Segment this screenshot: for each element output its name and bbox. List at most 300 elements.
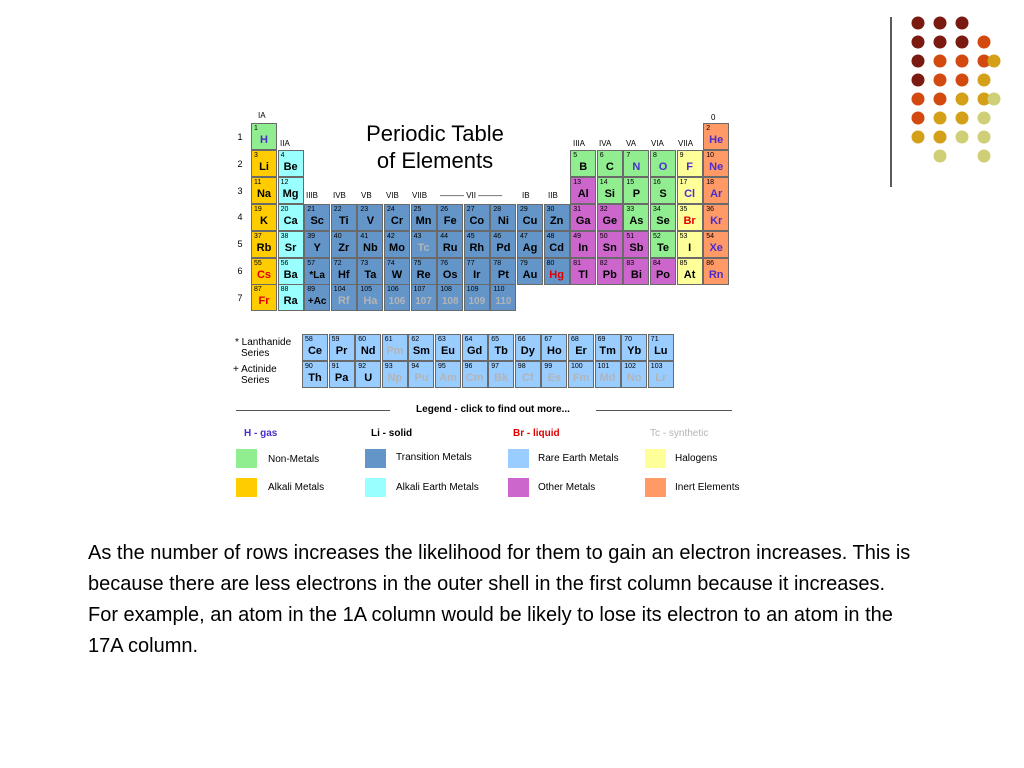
element-cell[interactable] — [437, 231, 463, 258]
atomic-number: 83 — [626, 259, 635, 267]
label-transition-metals[interactable]: Transition Metals — [396, 452, 472, 463]
atomic-number: 10 — [706, 151, 714, 159]
swatch-rare-earth-metals[interactable] — [508, 449, 529, 468]
element-symbol: Md — [599, 372, 616, 384]
group-label-iia: IIA — [280, 139, 290, 148]
atomic-number: 74 — [387, 259, 395, 267]
atomic-number: 103 — [650, 363, 663, 370]
element-symbol: F — [686, 160, 693, 173]
element-cell[interactable] — [570, 258, 596, 285]
element-cell[interactable] — [703, 258, 729, 285]
element-cell[interactable] — [623, 150, 649, 177]
legend-state-liquid[interactable]: Br - liquid — [513, 428, 560, 439]
element-cell[interactable] — [623, 177, 649, 204]
element-cell[interactable] — [544, 258, 570, 285]
element-cell[interactable] — [488, 334, 514, 361]
atomic-number: 104 — [333, 286, 346, 294]
element-symbol: Fm — [572, 372, 590, 384]
element-symbol: Pt — [497, 268, 509, 281]
element-symbol: 107 — [415, 296, 432, 308]
atomic-number: 44 — [440, 232, 448, 240]
element-symbol: Fe — [443, 214, 457, 227]
element-cell[interactable] — [355, 361, 381, 388]
element-symbol: Tb — [494, 345, 508, 357]
element-symbol: Cs — [256, 268, 272, 281]
atomic-number: 3 — [254, 151, 258, 159]
element-cell[interactable] — [517, 204, 543, 231]
element-cell[interactable] — [544, 204, 570, 231]
period-label-5: 5 — [237, 239, 243, 249]
element-symbol: Si — [604, 187, 615, 200]
element-symbol: P — [632, 187, 641, 200]
atomic-number: 99 — [544, 363, 553, 370]
element-symbol: 110 — [495, 296, 512, 308]
element-cell[interactable] — [464, 231, 490, 258]
element-cell[interactable] — [304, 204, 330, 231]
element-symbol: Rb — [256, 241, 272, 254]
element-symbol: Bi — [630, 268, 642, 281]
atomic-number: 21 — [307, 205, 315, 213]
atomic-number: 54 — [706, 232, 714, 240]
element-cell[interactable] — [304, 258, 330, 285]
atomic-number: 2 — [706, 125, 711, 132]
element-cell[interactable] — [462, 334, 488, 361]
element-cell[interactable] — [623, 231, 649, 258]
atomic-number: 25 — [413, 205, 422, 213]
element-symbol: 109 — [468, 296, 486, 308]
element-cell[interactable] — [278, 231, 304, 258]
element-symbol: Be — [283, 160, 298, 173]
element-symbol: 106 — [388, 296, 406, 308]
group-label-vb: VB — [361, 191, 372, 200]
atomic-number: 42 — [387, 232, 395, 240]
element-symbol: Nd — [360, 345, 376, 357]
lanthanide-series-label — [235, 337, 291, 359]
element-cell[interactable] — [331, 204, 357, 231]
element-symbol: Sc — [310, 214, 324, 227]
element-cell[interactable] — [490, 204, 516, 231]
lanthanide-label-line-2: Series — [241, 348, 270, 359]
group-label-va: VA — [626, 139, 637, 148]
element-cell[interactable] — [384, 231, 410, 258]
label-non-metals[interactable]: Non-Metals — [268, 454, 320, 465]
element-cell[interactable] — [357, 258, 383, 285]
element-symbol: Cl — [684, 187, 696, 200]
element-symbol: Ag — [522, 241, 538, 254]
group-label-vii: ——— VII ——— — [440, 191, 503, 200]
element-symbol: Sm — [412, 345, 430, 357]
atomic-number: 105 — [360, 286, 373, 294]
element-cell[interactable] — [278, 150, 304, 177]
swatch-other-metals[interactable] — [508, 478, 529, 497]
element-symbol: Es — [547, 372, 562, 384]
lanthanide-label-line-1: * Lanthanide — [235, 337, 292, 348]
element-symbol: Lr — [655, 372, 667, 384]
atomic-number: 61 — [384, 336, 393, 343]
title-line-1: Periodic Table — [366, 121, 504, 146]
atomic-number: 34 — [653, 205, 661, 213]
element-cell[interactable] — [490, 258, 516, 285]
atomic-number: 32 — [599, 205, 608, 213]
element-cell[interactable] — [411, 231, 437, 258]
element-symbol: Am — [439, 372, 457, 384]
element-cell[interactable] — [304, 231, 330, 258]
atomic-number: 36 — [706, 205, 714, 213]
element-symbol: K — [260, 214, 268, 227]
element-cell[interactable] — [703, 204, 729, 231]
atomic-number: 64 — [464, 336, 473, 343]
element-cell[interactable] — [703, 231, 729, 258]
element-symbol: Ti — [339, 214, 349, 227]
element-cell[interactable] — [703, 177, 729, 204]
element-cell[interactable] — [278, 284, 304, 311]
atomic-number: 50 — [599, 232, 608, 240]
element-cell[interactable] — [251, 231, 277, 258]
atomic-number: 107 — [413, 286, 426, 294]
atomic-number: 29 — [520, 205, 528, 213]
element-cell[interactable] — [544, 231, 570, 258]
atomic-number: 23 — [360, 205, 369, 213]
period-label-3: 3 — [237, 186, 243, 196]
element-symbol: Ni — [497, 214, 509, 227]
legend-rule-right — [596, 410, 732, 411]
element-symbol: Zn — [549, 214, 564, 227]
atomic-number: 45 — [466, 232, 475, 240]
atomic-number: 79 — [520, 259, 528, 267]
element-symbol: Ne — [709, 160, 724, 173]
element-symbol: Cd — [549, 241, 564, 254]
atomic-number: 92 — [358, 363, 366, 370]
element-symbol: Li — [259, 160, 269, 173]
atomic-number: 56 — [280, 259, 289, 267]
element-cell[interactable] — [570, 177, 596, 204]
label-other-metals[interactable]: Other Metals — [538, 482, 596, 493]
element-cell[interactable] — [650, 150, 676, 177]
element-symbol: Pu — [414, 372, 429, 384]
atomic-number: 65 — [491, 336, 499, 343]
element-cell[interactable] — [437, 258, 463, 285]
element-cell[interactable] — [382, 361, 408, 388]
period-label-4: 4 — [237, 212, 243, 222]
group-label-0: 0 — [711, 113, 716, 122]
element-cell[interactable] — [357, 284, 383, 311]
atomic-number: 38 — [280, 232, 289, 240]
legend-state-synthetic[interactable]: Tc - synthetic — [650, 428, 709, 439]
legend-title-link[interactable]: Legend - click to find out more... — [416, 404, 570, 415]
element-symbol: Bk — [494, 372, 509, 384]
atomic-number: 95 — [438, 363, 446, 370]
atomic-number: 28 — [493, 205, 502, 213]
element-cell[interactable] — [517, 231, 543, 258]
element-symbol: Sn — [602, 241, 617, 254]
atomic-number: 78 — [493, 259, 502, 267]
element-cell[interactable] — [595, 361, 621, 388]
element-cell[interactable] — [408, 361, 434, 388]
atomic-number: 73 — [360, 259, 369, 267]
element-cell[interactable] — [357, 231, 383, 258]
atomic-number: 52 — [653, 232, 661, 240]
element-cell[interactable] — [464, 204, 490, 231]
element-cell[interactable] — [623, 204, 649, 231]
atomic-number: 4 — [280, 151, 285, 159]
element-cell[interactable] — [650, 258, 676, 285]
element-cell[interactable] — [384, 258, 410, 285]
element-cell[interactable] — [251, 204, 277, 231]
atomic-number: 47 — [520, 232, 528, 240]
element-cell[interactable] — [331, 231, 357, 258]
group-label-iiia: IIIA — [573, 139, 586, 148]
element-symbol: Mg — [282, 187, 299, 200]
element-symbol: W — [391, 268, 403, 281]
element-symbol: *La — [309, 269, 325, 281]
element-cell[interactable] — [595, 334, 621, 361]
element-cell[interactable] — [411, 204, 437, 231]
element-cell[interactable] — [302, 361, 328, 388]
element-symbol: Pm — [386, 345, 404, 357]
swatch-alkali-metals[interactable] — [236, 478, 257, 497]
element-cell[interactable] — [435, 361, 461, 388]
element-cell[interactable] — [597, 150, 623, 177]
atomic-number: 13 — [573, 178, 581, 186]
element-symbol: Rh — [469, 241, 485, 254]
element-symbol: Rn — [708, 268, 724, 281]
atomic-number: 81 — [573, 259, 581, 267]
element-symbol: Ge — [602, 214, 618, 227]
element-symbol: Pd — [496, 241, 511, 254]
element-cell[interactable] — [251, 123, 277, 150]
group-label-ivb: IVB — [333, 191, 346, 200]
element-cell[interactable] — [517, 258, 543, 285]
element-symbol: Pb — [602, 268, 617, 281]
atomic-number: 109 — [466, 286, 479, 294]
element-symbol: Hg — [549, 268, 564, 281]
element-cell[interactable] — [251, 177, 277, 204]
element-cell[interactable] — [677, 177, 703, 204]
element-cell[interactable] — [541, 361, 567, 388]
atomic-number: 16 — [653, 178, 661, 186]
group-label-via: VIA — [651, 139, 664, 148]
element-cell[interactable] — [597, 258, 623, 285]
element-cell[interactable] — [278, 177, 304, 204]
atomic-number: 17 — [679, 178, 688, 186]
element-symbol: Sr — [284, 241, 297, 254]
element-cell[interactable] — [437, 284, 463, 311]
atomic-number: 18 — [706, 178, 714, 186]
element-cell[interactable] — [570, 150, 596, 177]
element-symbol: Po — [655, 268, 671, 281]
element-symbol: Ha — [363, 295, 378, 308]
element-symbol: Ru — [442, 241, 458, 254]
atomic-number: 19 — [254, 205, 262, 213]
element-cell[interactable] — [621, 361, 647, 388]
element-cell[interactable] — [278, 204, 304, 231]
actinide-label-line-1: + Actinide — [233, 364, 277, 375]
period-label-7: 7 — [237, 293, 243, 303]
atomic-number: 14 — [599, 178, 608, 186]
label-alkali-earth-metals[interactable]: Alkali Earth Metals — [396, 482, 479, 493]
element-cell[interactable] — [621, 334, 647, 361]
atomic-number: 94 — [411, 363, 420, 370]
atomic-number: 89 — [307, 286, 315, 294]
element-symbol: Os — [442, 268, 458, 281]
atomic-number: 11 — [254, 178, 262, 186]
element-cell[interactable] — [597, 204, 623, 231]
element-cell[interactable] — [464, 258, 490, 285]
element-cell[interactable] — [490, 284, 516, 311]
legend-rule-left — [236, 410, 390, 411]
element-symbol: Ar — [710, 187, 723, 200]
period-label-6: 6 — [237, 266, 243, 276]
element-symbol: B — [579, 160, 588, 173]
element-cell[interactable] — [437, 204, 463, 231]
period-label-1: 1 — [237, 132, 243, 142]
element-symbol: Ir — [473, 268, 481, 281]
explanation-paragraph: As the number of rows increases the likelihood for them to gain an electron increases. This is because there are less electrons in the outer shell in the first column because it increases. For example, an atom in the 1A column would be likely to lose its electron to an atom in the 17A column. — [88, 542, 911, 657]
element-symbol: Eu — [440, 345, 456, 357]
element-cell[interactable] — [677, 258, 703, 285]
atomic-number: 58 — [305, 336, 313, 343]
atomic-number: 37 — [254, 232, 262, 240]
label-alkali-metals[interactable]: Alkali Metals — [268, 482, 325, 493]
periodic-table-title — [330, 120, 540, 174]
element-cell[interactable] — [568, 334, 594, 361]
group-label-ia: IA — [258, 111, 266, 120]
atomic-number: 75 — [413, 259, 422, 267]
element-cell[interactable] — [568, 361, 594, 388]
element-cell[interactable] — [515, 361, 541, 388]
element-symbol: Ba — [283, 268, 298, 281]
element-cell[interactable] — [677, 204, 703, 231]
atomic-number: 91 — [331, 363, 340, 370]
element-cell[interactable] — [329, 361, 355, 388]
element-symbol: Mo — [389, 241, 405, 254]
element-cell[interactable] — [331, 258, 357, 285]
element-cell[interactable] — [329, 334, 355, 361]
element-symbol: Kr — [710, 214, 723, 227]
element-symbol: Al — [577, 187, 589, 200]
element-symbol: Th — [308, 372, 322, 384]
element-cell[interactable] — [623, 258, 649, 285]
atomic-number: 86 — [706, 259, 714, 267]
element-symbol: Se — [656, 214, 670, 227]
swatch-inert-elements[interactable] — [645, 478, 666, 497]
element-cell[interactable] — [411, 258, 437, 285]
element-symbol: Fr — [258, 295, 270, 308]
element-symbol: At — [683, 268, 696, 281]
element-cell[interactable] — [650, 204, 676, 231]
atomic-number: 22 — [333, 205, 342, 213]
element-cell[interactable] — [251, 150, 277, 177]
atomic-number: 7 — [626, 151, 631, 159]
element-cell[interactable] — [488, 361, 514, 388]
element-cell[interactable] — [462, 361, 488, 388]
element-cell[interactable] — [251, 258, 277, 285]
element-cell[interactable] — [490, 231, 516, 258]
atomic-number: 88 — [280, 286, 289, 294]
swatch-alkali-earth-metals[interactable] — [365, 478, 386, 497]
element-cell[interactable] — [408, 334, 434, 361]
element-symbol: Br — [683, 214, 696, 227]
swatch-non-metals[interactable] — [236, 449, 257, 468]
atomic-number: 108 — [440, 286, 452, 294]
element-symbol: Tc — [417, 241, 430, 254]
element-cell[interactable] — [464, 284, 490, 311]
group-label-viia: VIIA — [678, 139, 694, 148]
element-symbol: Ga — [575, 214, 591, 227]
element-cell[interactable] — [597, 231, 623, 258]
element-cell[interactable] — [597, 177, 623, 204]
atomic-number: 69 — [597, 336, 606, 343]
swatch-halogens[interactable] — [645, 449, 666, 468]
element-cell[interactable] — [650, 177, 676, 204]
element-cell[interactable] — [515, 334, 541, 361]
element-cell[interactable] — [331, 284, 357, 311]
element-cell[interactable] — [703, 123, 729, 150]
element-cell[interactable] — [411, 284, 437, 311]
atomic-number: 31 — [573, 205, 581, 213]
element-cell[interactable] — [304, 284, 330, 311]
element-cell[interactable] — [357, 204, 383, 231]
element-cell[interactable] — [648, 334, 674, 361]
swatch-transition-metals[interactable] — [365, 449, 386, 468]
atomic-number: 43 — [413, 232, 422, 240]
element-symbol: Cu — [522, 214, 538, 227]
atomic-number: 20 — [280, 205, 289, 213]
atomic-number: 90 — [305, 363, 313, 370]
element-cell[interactable] — [570, 204, 596, 231]
element-symbol: Rf — [337, 295, 350, 308]
atomic-number: 67 — [544, 336, 553, 343]
element-cell[interactable] — [278, 258, 304, 285]
element-cell[interactable] — [648, 361, 674, 388]
element-cell[interactable] — [703, 150, 729, 177]
element-symbol: Ra — [283, 295, 298, 308]
element-cell[interactable] — [541, 334, 567, 361]
label-halogens[interactable]: Halogens — [675, 453, 718, 464]
element-cell[interactable] — [302, 334, 328, 361]
atomic-number: 101 — [597, 363, 610, 370]
element-symbol: In — [578, 241, 589, 254]
element-symbol: Au — [522, 268, 538, 281]
element-cell[interactable] — [677, 231, 703, 258]
label-rare-earth-metals[interactable]: Rare Earth Metals — [538, 453, 619, 464]
group-label-ib: IB — [522, 191, 530, 200]
atomic-number: 63 — [438, 336, 446, 343]
element-cell[interactable] — [382, 334, 408, 361]
element-cell[interactable] — [384, 204, 410, 231]
element-symbol: Ce — [307, 345, 323, 357]
element-cell[interactable] — [435, 334, 461, 361]
legend-state-solid[interactable]: Li - solid — [371, 428, 413, 439]
atomic-number: 48 — [546, 232, 555, 240]
element-cell[interactable] — [650, 231, 676, 258]
atomic-number: 100 — [571, 363, 583, 370]
element-symbol: Np — [387, 372, 403, 384]
element-cell[interactable] — [355, 334, 381, 361]
element-symbol: Ca — [283, 214, 298, 227]
atomic-number: 1 — [254, 125, 258, 132]
element-cell[interactable] — [677, 150, 703, 177]
label-inert-elements[interactable]: Inert Elements — [675, 482, 740, 493]
legend-state-gas[interactable]: H - gas — [244, 428, 278, 439]
atomic-number: 66 — [517, 336, 526, 343]
element-cell[interactable] — [251, 284, 277, 311]
element-symbol: Pa — [334, 372, 349, 384]
element-cell[interactable] — [384, 284, 410, 311]
atomic-number: 26 — [440, 205, 448, 213]
element-cell[interactable] — [570, 231, 596, 258]
atomic-number: 72 — [333, 259, 342, 267]
